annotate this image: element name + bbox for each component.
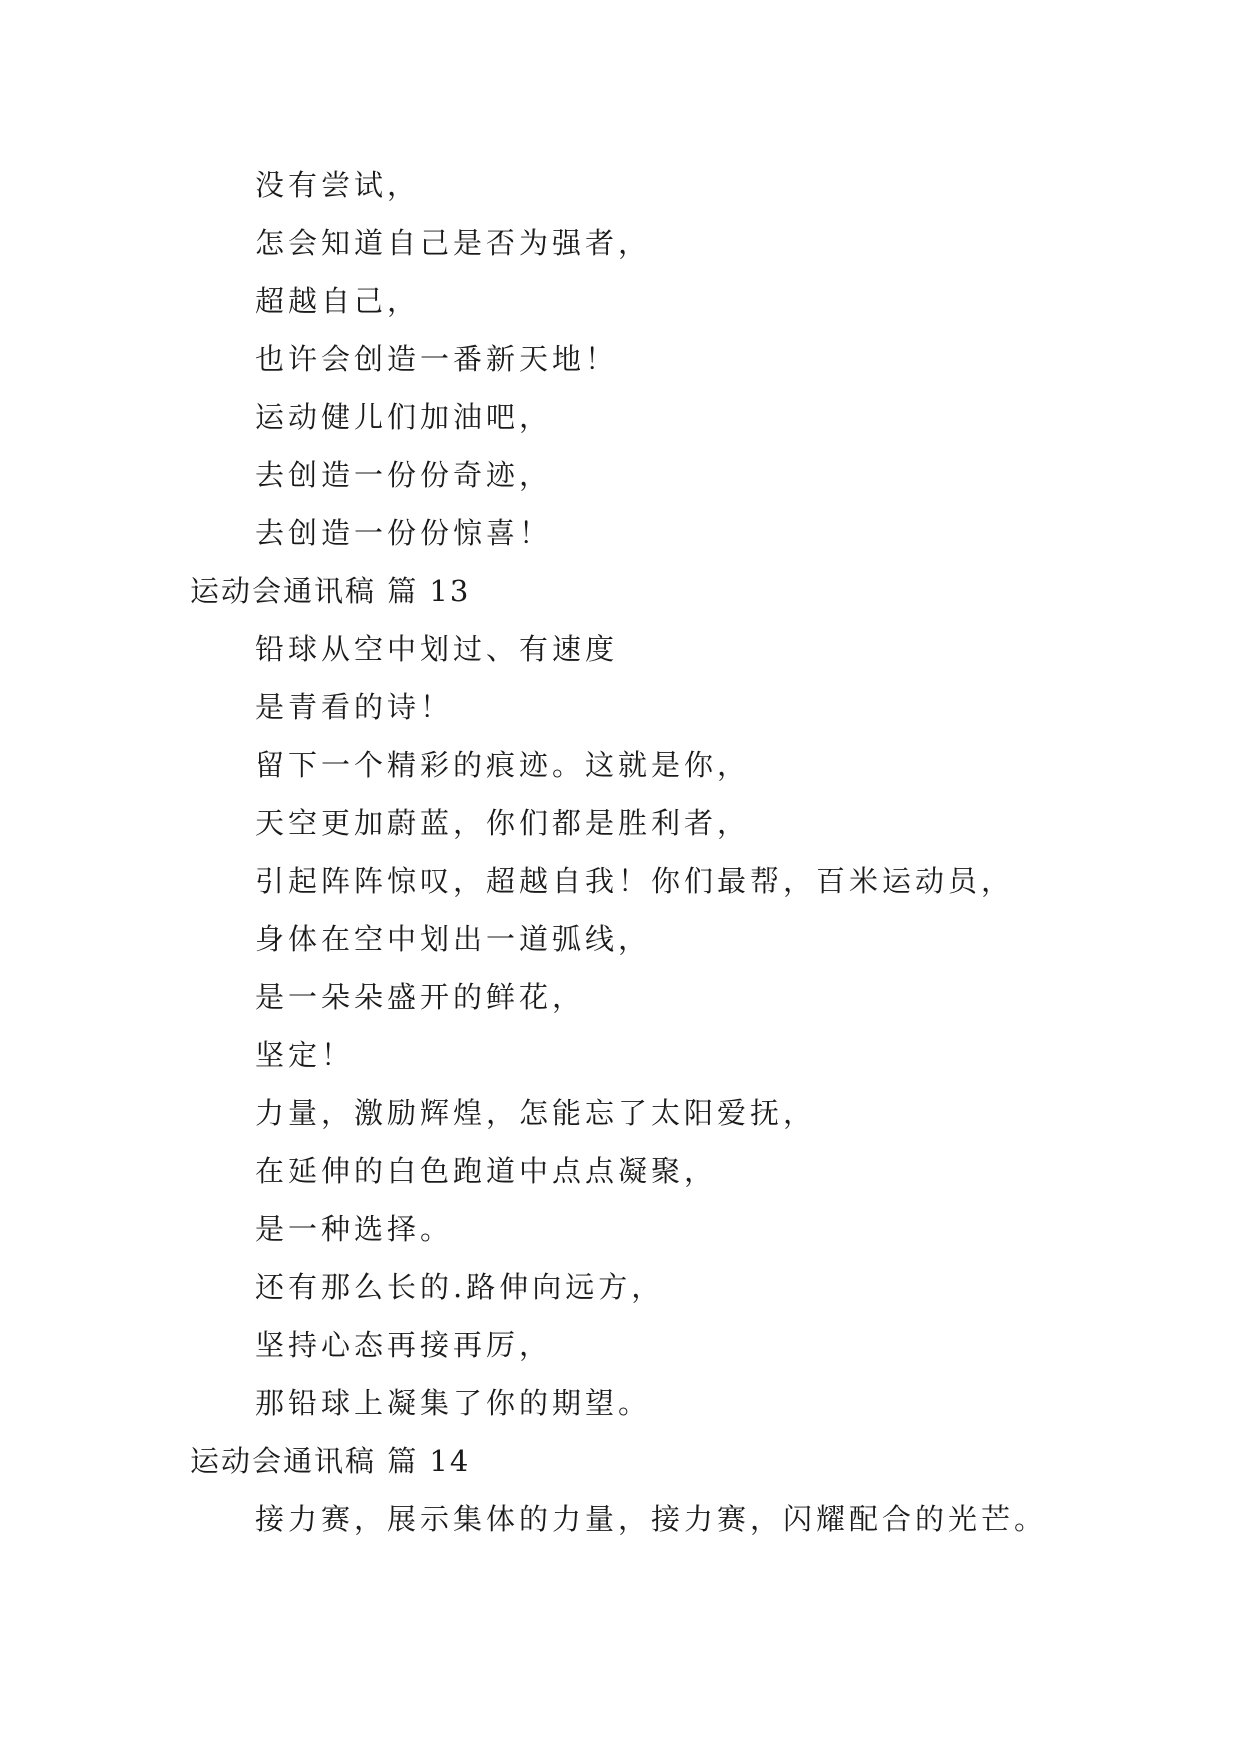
poem-line: 也许会创造一番新天地！ — [255, 342, 619, 376]
poem-line: 还有那么长的.路伸向远方， — [255, 1270, 665, 1304]
poem-line: 坚定！ — [255, 1038, 355, 1072]
poem-line: 天空更加蔚蓝，你们都是胜利者， — [255, 806, 751, 840]
section-heading-13: 运动会通讯稿 篇 13 — [190, 574, 471, 608]
poem-line: 那铅球上凝集了你的期望。 — [255, 1386, 652, 1420]
poem-line: 坚持心态再接再厉， — [255, 1328, 553, 1362]
poem-line: 运动健儿们加油吧， — [255, 400, 553, 434]
poem-line: 力量，激励辉煌，怎能忘了太阳爱抚， — [255, 1096, 817, 1130]
poem-line: 留下一个精彩的痕迹。这就是你， — [255, 748, 751, 782]
poem-line: 身体在空中划出一道弧线， — [255, 922, 652, 956]
poem-line: 是青看的诗！ — [255, 690, 454, 724]
section-heading-14: 运动会通讯稿 篇 14 — [190, 1444, 471, 1478]
poem-line: 是一朵朵盛开的鲜花， — [255, 980, 586, 1014]
poem-line: 引起阵阵惊叹，超越自我！你们最帮，百米运动员， — [255, 864, 1015, 898]
poem-line: 去创造一份份惊喜！ — [255, 516, 553, 550]
poem-line: 接力赛，展示集体的力量，接力赛，闪耀配合的光芒。 — [255, 1502, 1048, 1536]
poem-line: 是一种选择。 — [255, 1212, 454, 1246]
poem-line: 超越自己， — [255, 284, 421, 318]
poem-line: 铅球从空中划过、有速度 — [255, 632, 619, 666]
poem-line: 怎会知道自己是否为强者， — [255, 226, 652, 260]
poem-line: 去创造一份份奇迹， — [255, 458, 553, 492]
poem-line: 在延伸的白色跑道中点点凝聚， — [255, 1154, 718, 1188]
poem-line: 没有尝试， — [255, 168, 421, 202]
